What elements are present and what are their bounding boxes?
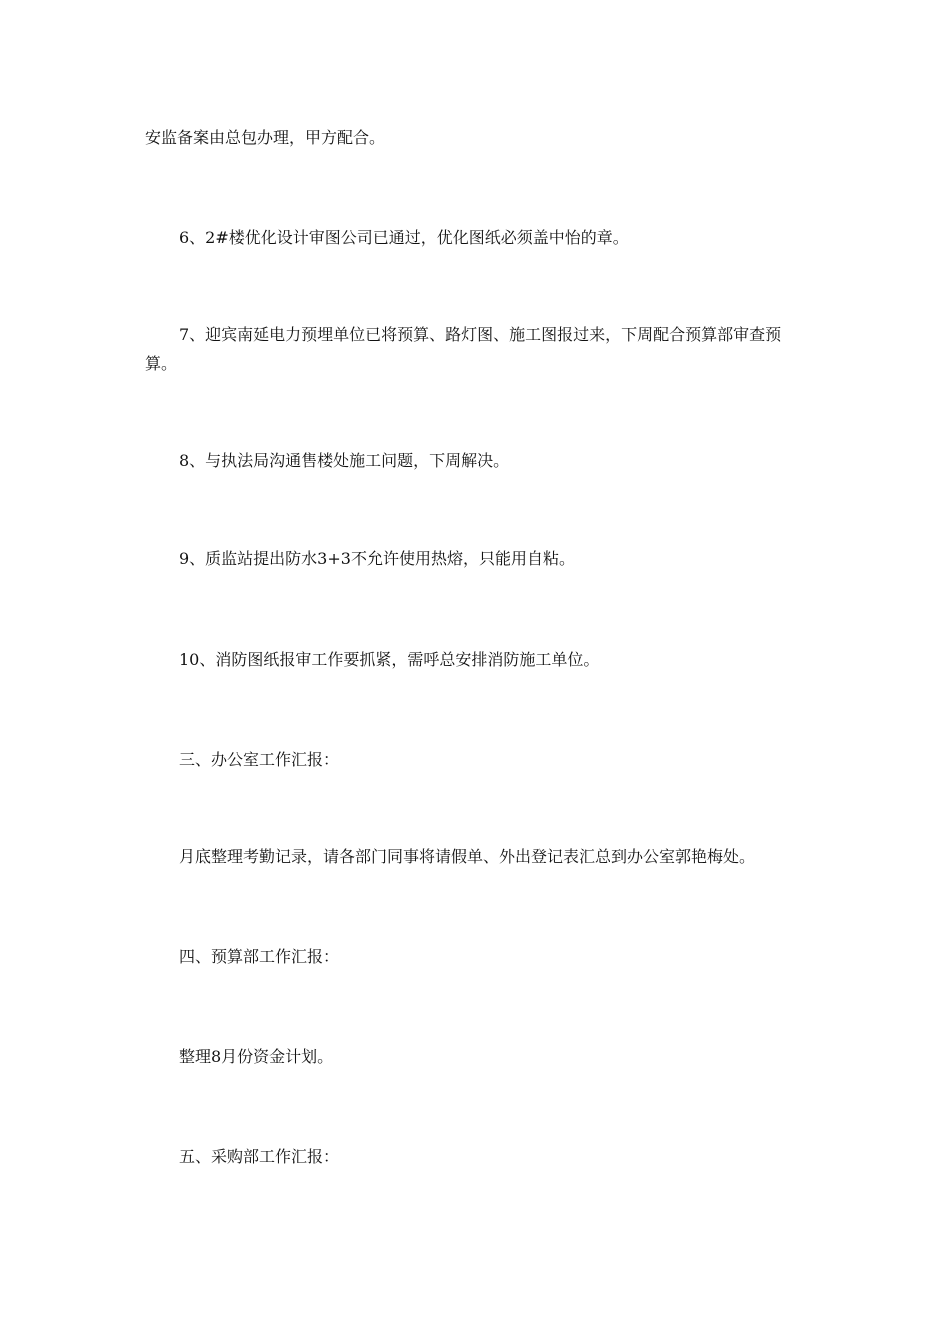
- paragraph-item-7: 7、迎宾南延电力预埋单位已将预算、路灯图、施工图报过来，下周配合预算部审查预算。: [145, 325, 782, 373]
- paragraph-office-report: 月底整理考勤记录，请各部门同事将请假单、外出登记表汇总到办公室郭艳梅处。: [179, 847, 756, 866]
- paragraph-item-6: 6、2#楼优化设计审图公司已通过，优化图纸必须盖中怡的章。: [179, 228, 629, 247]
- section-heading-budget: 四、预算部工作汇报：: [179, 947, 340, 966]
- paragraph-budget-report: 整理8月份资金计划。: [179, 1047, 334, 1066]
- paragraph-item-8: 8、与执法局沟通售楼处施工问题，下周解决。: [179, 451, 510, 470]
- paragraph-safety-filing: 安监备案由总包办理，甲方配合。: [145, 128, 386, 147]
- section-heading-office: 三、办公室工作汇报：: [179, 750, 340, 769]
- paragraph-item-10: 10、消防图纸报审工作要抓紧，需呼总安排消防施工单位。: [179, 650, 600, 669]
- paragraph-item-9: 9、质监站提出防水3+3不允许使用热熔，只能用自粘。: [179, 549, 575, 568]
- section-heading-procurement: 五、采购部工作汇报：: [179, 1147, 340, 1166]
